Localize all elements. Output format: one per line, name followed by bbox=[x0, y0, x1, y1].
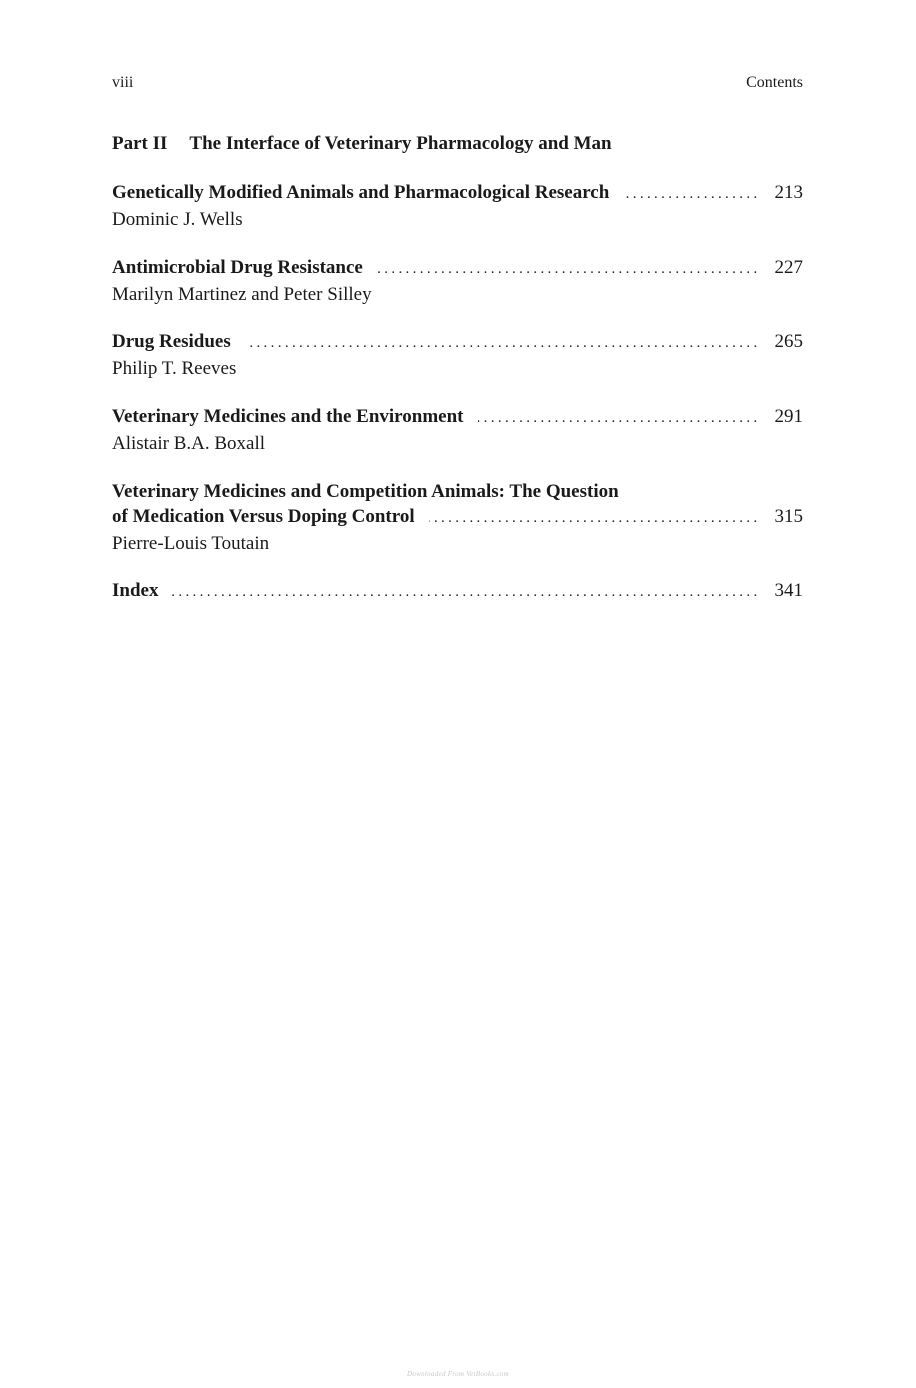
dot-leader bbox=[478, 406, 758, 431]
chapter-title[interactable]: Antimicrobial Drug Resistance bbox=[112, 257, 363, 278]
toc-entry[interactable] bbox=[112, 329, 803, 381]
toc-entry[interactable] bbox=[112, 479, 803, 556]
running-head bbox=[112, 72, 803, 94]
part-heading bbox=[112, 131, 612, 157]
chapter-authors: Marilyn Martinez and Peter Silley bbox=[112, 284, 372, 305]
page-number[interactable]: 341 bbox=[774, 580, 803, 601]
chapter-authors: Pierre-Louis Toutain bbox=[112, 533, 270, 554]
dot-leader bbox=[623, 182, 757, 207]
toc-entry[interactable] bbox=[112, 180, 803, 232]
page-number[interactable]: 227 bbox=[774, 257, 803, 278]
toc-entry[interactable] bbox=[112, 255, 803, 307]
part-title: The Interface of Veterinary Pharmacology and Man bbox=[189, 133, 612, 154]
page-number[interactable]: 213 bbox=[774, 182, 803, 203]
page-number[interactable]: 315 bbox=[774, 506, 803, 527]
toc-entry[interactable] bbox=[112, 404, 803, 456]
running-head-section: Contents bbox=[746, 74, 803, 91]
index-title[interactable]: Index bbox=[112, 580, 159, 601]
chapter-title[interactable]: Veterinary Medicines and the Environment bbox=[112, 406, 464, 427]
dot-leader bbox=[172, 580, 757, 605]
chapter-authors: Dominic J. Wells bbox=[112, 209, 243, 230]
chapter-authors: Philip T. Reeves bbox=[112, 358, 237, 379]
chapter-title-line-1[interactable]: Veterinary Medicines and Competition Animals: The Question bbox=[112, 481, 619, 502]
dot-leader bbox=[429, 506, 757, 531]
page-folio: viii bbox=[112, 74, 134, 91]
page bbox=[112, 0, 803, 1388]
page-number[interactable]: 291 bbox=[774, 406, 803, 427]
chapter-title[interactable]: Drug Residues bbox=[112, 331, 231, 352]
chapter-title-line-2[interactable]: of Medication Versus Doping Control bbox=[112, 506, 415, 527]
dot-leader bbox=[377, 257, 757, 282]
chapter-authors: Alistair B.A. Boxall bbox=[112, 433, 266, 454]
download-watermark: Downloaded From VetBooks.com bbox=[406, 1370, 510, 1378]
page-number[interactable]: 265 bbox=[774, 331, 803, 352]
part-number: Part II bbox=[112, 133, 168, 154]
chapter-title[interactable]: Genetically Modified Animals and Pharmacological Research bbox=[112, 182, 610, 203]
dot-leader bbox=[245, 331, 757, 356]
toc-entry-index[interactable] bbox=[112, 578, 803, 605]
